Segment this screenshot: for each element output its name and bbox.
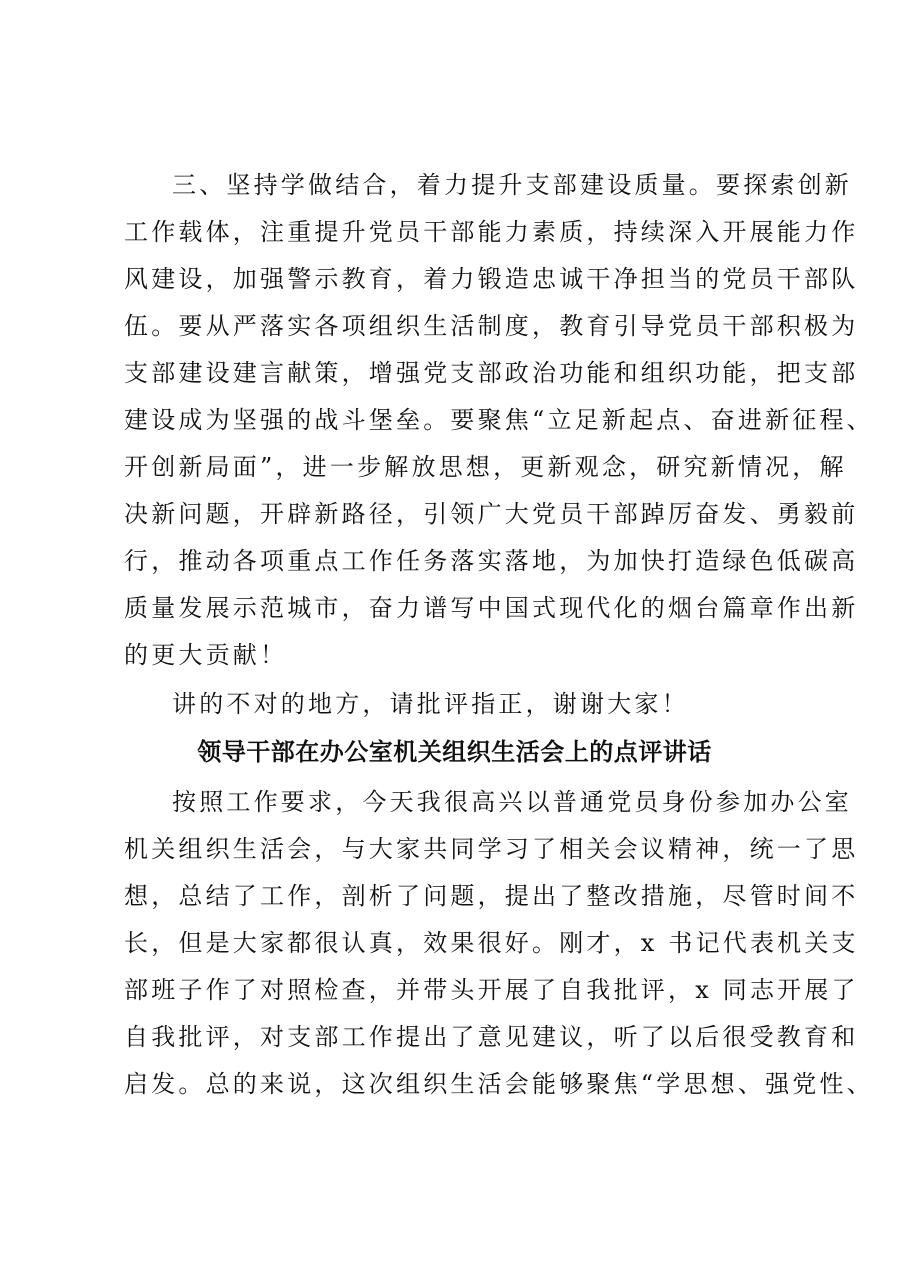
closing-line: 讲的不对的地方，请批评指正，谢谢大家！	[172, 690, 689, 718]
paragraph-line: 建设成为坚强的战斗堡垒。要聚焦“立足新起点、奋进新征程、	[124, 406, 874, 434]
paragraph-line: 风建设，加强警示教育，着力锻造忠诚干净担当的党员干部队	[124, 265, 859, 293]
paragraph-line: 按照工作要求，今天我很高兴以普通党员身份参加办公室	[172, 788, 852, 816]
paragraph-line: 开创新局面”，进一步解放思想，更新观念，研究新情况，解	[124, 453, 847, 481]
paragraph-line: 工作载体，注重提升党员干部能力素质，持续深入开展能力作	[124, 218, 859, 246]
paragraph-line: 长，但是大家都很认真，效果很好。刚才，x 书记代表机关支	[124, 929, 859, 957]
paragraph-line: 启发。总的来说，这次组织生活会能够聚焦“学思想、强党性、	[124, 1070, 874, 1098]
paragraph-line: 伍。要从严落实各项组织生活制度，教育引导党员干部积极为	[124, 312, 859, 340]
paragraph-line: 行，推动各项重点工作任务落实落地，为加快打造绿色低碳高	[124, 547, 859, 575]
paragraph-line: 支部建设建言献策，增强党支部政治功能和组织功能，把支部	[124, 359, 859, 387]
paragraph-line: 自我批评，对支部工作提出了意见建议，听了以后很受教育和	[124, 1023, 859, 1051]
paragraph-line: 三、坚持学做结合，着力提升支部建设质量。要探索创新	[172, 171, 852, 199]
paragraph-line: 的更大贡献！	[124, 641, 288, 669]
paragraph-line: 决新问题，开辟新路径，引领广大党员干部踔厉奋发、勇毅前	[124, 500, 859, 528]
paragraph-line: 机关组织生活会，与大家共同学习了相关会议精神，统一了思	[124, 835, 859, 863]
speech-title: 领导干部在办公室机关组织生活会上的点评讲话	[197, 737, 712, 766]
paragraph-line: 质量发展示范城市，奋力谱写中国式现代化的烟台篇章作出新	[124, 594, 859, 622]
paragraph-line: 部班子作了对照检查，并带头开展了自我批评，x 同志开展了	[124, 976, 859, 1004]
paragraph-line: 想，总结了工作，剖析了问题，提出了整改措施，尽管时间不	[124, 882, 859, 910]
